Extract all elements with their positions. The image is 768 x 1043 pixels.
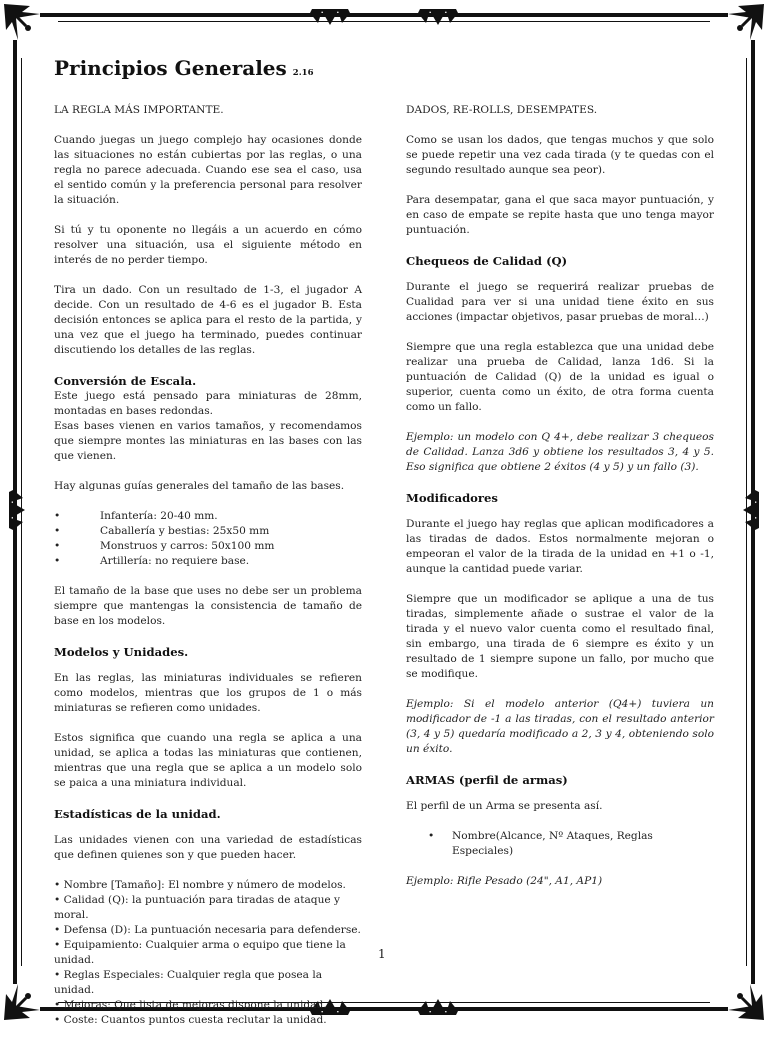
heading-armas: ARMAS (perfil de armas)	[406, 773, 568, 787]
ornament-left-side	[5, 480, 27, 540]
heading-modelos-unidades: Modelos y Unidades.	[54, 645, 189, 659]
paragraph: Estos significa que cuando una regla se aplica a una unidad, se aplica a todas las miniaturas que contienen, mientras que una regla que se aplica a un modelo solo se paica a una miniatura individual.	[54, 732, 362, 789]
paragraph: Durante el juego hay reglas que aplican modificadores a las tiradas de dados. Estos normalmente mejoran o empeoran el valor de la tirada de la unidad en +1 o -1, aunque la cantidad puede variar.	[406, 518, 714, 575]
paragraph: Siempre que un modificador se aplique a una de tus tiradas, simplemente añade o sustrae el valor de la tirada y el nuevo valor cuenta como el resultado final, sin embargo, una tirada de 6 siempre es éxito y un resultado de 1 siempre supone un fallo, por mucho que se modifique.	[406, 593, 714, 680]
heading-modificadores: Modificadores	[406, 491, 498, 505]
paragraph: El tamaño de la base que uses no debe ser un problema siempre que mantengas la consistencia de tamaño de base en los modelos.	[54, 585, 362, 627]
corner-ornament-bottom-right	[708, 964, 768, 1024]
list-item: • Caballería y bestias: 25x50 mm	[54, 524, 362, 539]
heading-estadisticas: Estadísticas de la unidad.	[54, 807, 221, 821]
weapon-profile-list	[406, 829, 714, 859]
corner-ornament-top-left	[0, 0, 60, 60]
list-item: • Infantería: 20-40 mm.	[54, 509, 362, 524]
stats-list	[54, 878, 362, 1028]
corner-ornament-top-right	[708, 0, 768, 60]
right-column	[406, 103, 714, 904]
example-paragraph: Ejemplo: Rifle Pesado (24", A1, AP1)	[406, 875, 603, 887]
list-item: • Nombre [Tamaño]: El nombre y número de modelos.	[54, 879, 346, 891]
left-column	[54, 103, 362, 1043]
paragraph: Esas bases vienen en varios tamaños, y recomendamos que siempre montes las miniaturas en las bases con las que vienen.	[54, 420, 362, 462]
heading-conversion-escala: Conversión de Escala.	[54, 374, 197, 388]
paragraph: Durante el juego se requerirá realizar pruebas de Cualidad para ver si una unidad tiene éxito en sus acciones (impactar objetivos, pasar pruebas de moral…)	[406, 281, 714, 323]
paragraph: Para desempatar, gana el que saca mayor puntuación, y en caso de empate se repite hasta que uno tenga mayor puntuación.	[406, 194, 714, 236]
paragraph: Este juego está pensado para miniaturas de 28mm, montadas en bases redondas.	[54, 390, 362, 417]
paragraph: El perfil de un Arma se presenta así.	[406, 800, 603, 812]
list-item: • Artillería: no requiere base.	[54, 554, 362, 569]
page-title-text: Principios Generales	[54, 56, 287, 80]
list-item: • Equipamiento: Cualquier arma o equipo que tiene la unidad.	[54, 939, 346, 966]
page-title	[54, 56, 314, 80]
list-item: • Mejoras: Que lista de mejoras dispone la unidad.	[54, 999, 327, 1011]
list-item: • Calidad (Q): la puntuación para tiradas de ataque y moral.	[54, 894, 341, 921]
list-item: • Coste: Cuantos puntos cuesta reclutar la unidad.	[54, 1014, 327, 1026]
paragraph: Cuando juegas un juego complejo hay ocasiones donde las situaciones no están cubiertas por las reglas, o una regla no parece adecuada. Cuando ese sea el caso, usa el sentido común y la preferencia personal para resolver la situación.	[54, 134, 362, 206]
list-item: • Monstruos y carros: 50x100 mm	[54, 539, 362, 554]
frame-inner-top	[58, 21, 710, 22]
heading-chequeos-calidad: Chequeos de Calidad (Q)	[406, 254, 568, 268]
ornament-bottom-right-center	[408, 997, 468, 1019]
example-paragraph: Ejemplo: Si el modelo anterior (Q4+) tuviera un modificador de -1 a las tiradas, con el resultado anterior (3, 4 y 5) quedaría modificado a 2, 3 y 4, obteniendo solo un éxito.	[406, 698, 714, 755]
paragraph: En las reglas, las miniaturas individuales se refieren como modelos, mientras que los grupos de 1 o más miniaturas se refieren como unidades.	[54, 672, 362, 714]
section-heading-regla: LA REGLA MÁS IMPORTANTE.	[54, 104, 224, 116]
example-paragraph: Ejemplo: un modelo con Q 4+, debe realizar 3 chequeos de Calidad. Lanza 3d6 y obtiene los resultados 3, 4 y 5. Eso significa que obtiene 2 éxitos (4 y 5) y un fallo (3).	[406, 431, 714, 473]
paragraph: Tira un dado. Con un resultado de 1-3, el jugador A decide. Con un resultado de 4-6 es el jugador B. Esta decisión entonces se aplica para el resto de la partida, y una vez que el juego ha terminado, puedes continuar discutiendo los detalles de las reglas.	[54, 284, 362, 356]
version-label: 2.16	[292, 68, 314, 78]
paragraph: Siempre que una regla establezca que una unidad debe realizar una prueba de Calidad, lanza 1d6. Si la puntuación de Calidad (Q) de la unidad es igual o superior, cuenta como un éxito, de otra forma cuenta como un fallo.	[406, 341, 714, 413]
base-size-list	[54, 509, 362, 569]
frame-border-top	[40, 13, 728, 17]
list-item: • Reglas Especiales: Cualquier regla que posea la unidad.	[54, 969, 323, 996]
corner-ornament-bottom-left	[0, 964, 60, 1024]
paragraph: Las unidades vienen con una variedad de estadísticas que definen quienes son y que pueden hacer.	[54, 834, 362, 861]
page-number: 1	[378, 947, 386, 961]
ornament-right-side	[741, 480, 763, 540]
ornament-top-left-center	[300, 5, 360, 27]
paragraph: Si tú y tu oponente no llegáis a un acuerdo en cómo resolver una situación, usa el siguiente método en interés de no perder tiempo.	[54, 224, 362, 266]
list-item: • Nombre(Alcance, Nº Ataques, Reglas Especiales)	[406, 829, 714, 859]
list-item: • Defensa (D): La puntuación necesaria para defenderse.	[54, 924, 361, 936]
section-heading-dados: DADOS, RE-ROLLS, DESEMPATES.	[406, 104, 598, 116]
ornament-top-right-center	[408, 5, 468, 27]
paragraph: Hay algunas guías generales del tamaño de las bases.	[54, 480, 345, 492]
paragraph: Como se usan los dados, que tengas muchos y que solo se puede repetir una vez cada tirada (y te quedas con el segundo resultado aunque sea peor).	[406, 134, 714, 176]
